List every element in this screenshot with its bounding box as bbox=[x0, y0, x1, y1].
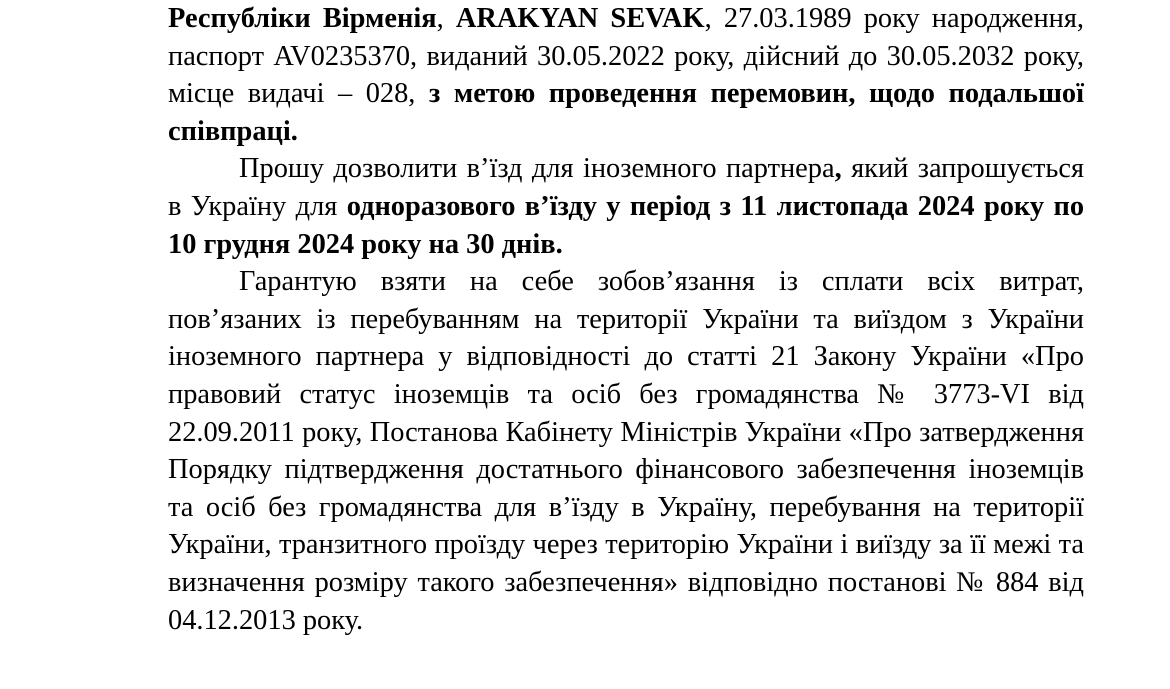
entry-request-comma: , bbox=[834, 153, 842, 185]
visit-purpose: з метою проведення перемовин, щодо подальшої співпраці. bbox=[168, 78, 1084, 147]
applicant-country: Республіки Вірменія bbox=[168, 3, 437, 34]
separator: , bbox=[436, 3, 456, 34]
entry-request-continued: який запрошується в Україну для bbox=[168, 153, 1085, 222]
applicant-passport-details: , 27.03.1989 року народження, паспорт AV0235370, виданий 30.05.2022 року, дійсний до 30.05.2032 року, місце видачі – 028, bbox=[168, 3, 1085, 110]
paragraph-entry-request bbox=[168, 150, 1084, 263]
paragraph-financial-guarantee bbox=[168, 263, 1084, 639]
applicant-name: ARAKYAN SEVAK bbox=[455, 3, 705, 34]
entry-period: одноразового в’їзду у період з 11 листопада 2024 року по 10 грудня 2024 року на 30 днів. bbox=[168, 190, 1085, 260]
document-page bbox=[168, 0, 1084, 639]
entry-request-text: Прошу дозволити в’їзд для іноземного партнера bbox=[239, 153, 835, 185]
guarantee-text: Гарантую взяти на себе зобов’язання із сплати всіх витрат, пов’язаних із перебуванням на території України та виїздом з України іноземного партнера у відповідності до статті 21 Закону України «Про правовий статус іноземців та осіб без громадянства № 3773-VI від 22.09.2011 року, Постанова Кабінету Міністрів України «Про затвердження Порядку підтвердження достатнього фінансового забезпечення іноземців та осіб без громадянства для в’їзду в Україну, перебування на території України, транзитного проїзду через територію України і виїзду за її межі та визначення розміру такого забезпечення» відповідно постанові № 884 від 04.12.2013 року. bbox=[168, 266, 1084, 636]
paragraph-applicant-details bbox=[168, 0, 1084, 150]
